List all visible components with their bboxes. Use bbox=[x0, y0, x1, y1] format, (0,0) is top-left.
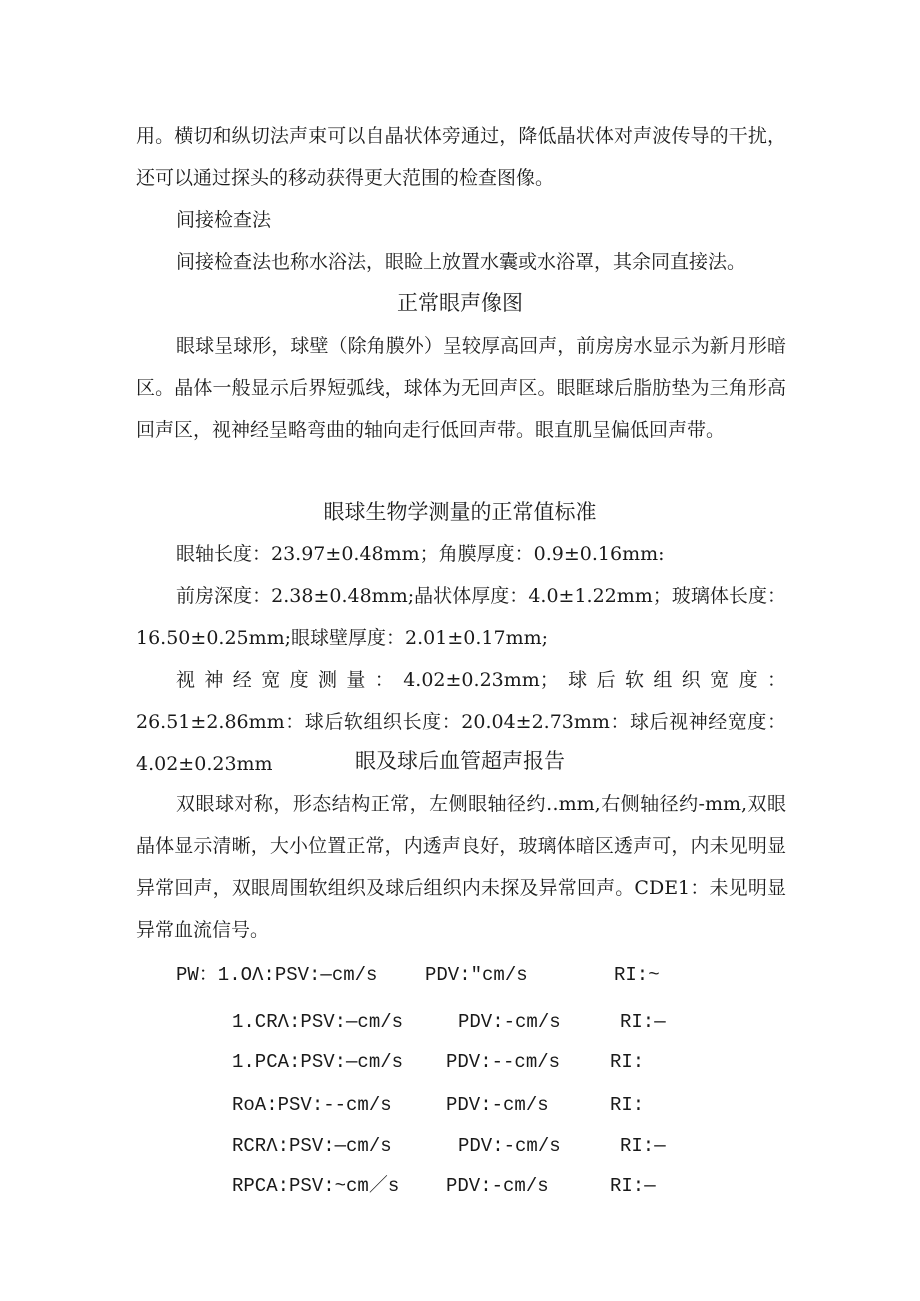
paragraph-normal-ultrasound-image: 眼球呈球形，球壁（除角膜外）呈较厚高回声，前房房水显示为新月形暗区。晶体一般显示后界短弧线，球体为无回声区。眼眶球后脂肪垫为三角形高回声区，视神经呈略弯曲的轴向走行低回声带。眼直肌呈偏低回声带。 bbox=[136, 335, 786, 441]
pw-psv: RPCA:PSV:~cm／s bbox=[232, 1175, 400, 1197]
pw-psv: RCRΛ:PSV:—cm/s bbox=[232, 1135, 392, 1157]
pw-ri: RI:— bbox=[620, 1135, 666, 1157]
paragraph-biometry-1: 眼轴长度：23.97±0.48mm；角膜厚度：0.9±0.16mm: bbox=[176, 543, 665, 565]
paragraph-biometry-3: 视神经宽度测量：4.02±0.23mm；球后软组织宽度：26.51±2.86mm：球后软组织长度：20.04±2.73mm：球后视神经宽度：4.02±0.23mm bbox=[136, 669, 786, 775]
heading-normal-ultrasound-image: 正常眼声像图 bbox=[397, 291, 523, 315]
pw-pdv: PDV:-cm/s bbox=[446, 1175, 549, 1197]
pw-ri: RI: bbox=[610, 1051, 645, 1073]
pw-pdv: PDV:"cm/s bbox=[425, 964, 528, 986]
pw-psv: PW：1.OΛ:PSV:—cm/s bbox=[176, 964, 378, 986]
pw-ri: RI:~ bbox=[614, 964, 660, 986]
subheading-indirect-method: 间接检查法 bbox=[176, 209, 272, 231]
paragraph-biometry-2: 前房深度：2.38±0.48mm;晶状体厚度：4.0±1.22mm；玻璃体长度：16.50±0.25mm;眼球壁厚度：2.01±0.17mm; bbox=[136, 585, 786, 649]
pw-pdv: PDV:-cm/s bbox=[458, 1011, 561, 1033]
paragraph-indirect-method: 间接检查法也称水浴法，眼睑上放置水囊或水浴罩，其余同直接法。 bbox=[176, 251, 747, 273]
paragraph-direct-method-continued: 用。横切和纵切法声束可以自晶状体旁通过，降低晶状体对声波传导的干扰，还可以通过探头的移动获得更大范围的检查图像。 bbox=[136, 125, 786, 189]
pw-ri: RI: bbox=[610, 1094, 645, 1116]
paragraph-vascular-report: 双眼球对称，形态结构正常，左侧眼轴径约‥mm,右侧轴径约-mm,双眼晶体显示清晰，大小位置正常，内透声良好，玻璃体暗区透声可，内未见明显异常回声，双眼周围软组织及球后组织内未探及异常回声。CDE1：未见明显异常血流信号。 bbox=[136, 793, 786, 941]
pw-pdv: PDV:-cm/s bbox=[446, 1094, 549, 1116]
heading-vascular-report: 眼及球后血管超声报告 bbox=[355, 749, 565, 773]
pw-pdv: PDV:-cm/s bbox=[458, 1135, 561, 1157]
pw-psv: 1.CRΛ:PSV:—cm/s bbox=[232, 1011, 404, 1033]
pw-psv: 1.PCA:PSV:—cm/s bbox=[232, 1051, 404, 1073]
pw-ri: RI:— bbox=[620, 1011, 666, 1033]
pw-psv: RoA:PSV:--cm/s bbox=[232, 1094, 392, 1116]
pw-ri: RI:— bbox=[610, 1175, 656, 1197]
pw-pdv: PDV:--cm/s bbox=[446, 1051, 561, 1073]
heading-biometry-normal-values: 眼球生物学测量的正常值标准 bbox=[323, 500, 597, 524]
